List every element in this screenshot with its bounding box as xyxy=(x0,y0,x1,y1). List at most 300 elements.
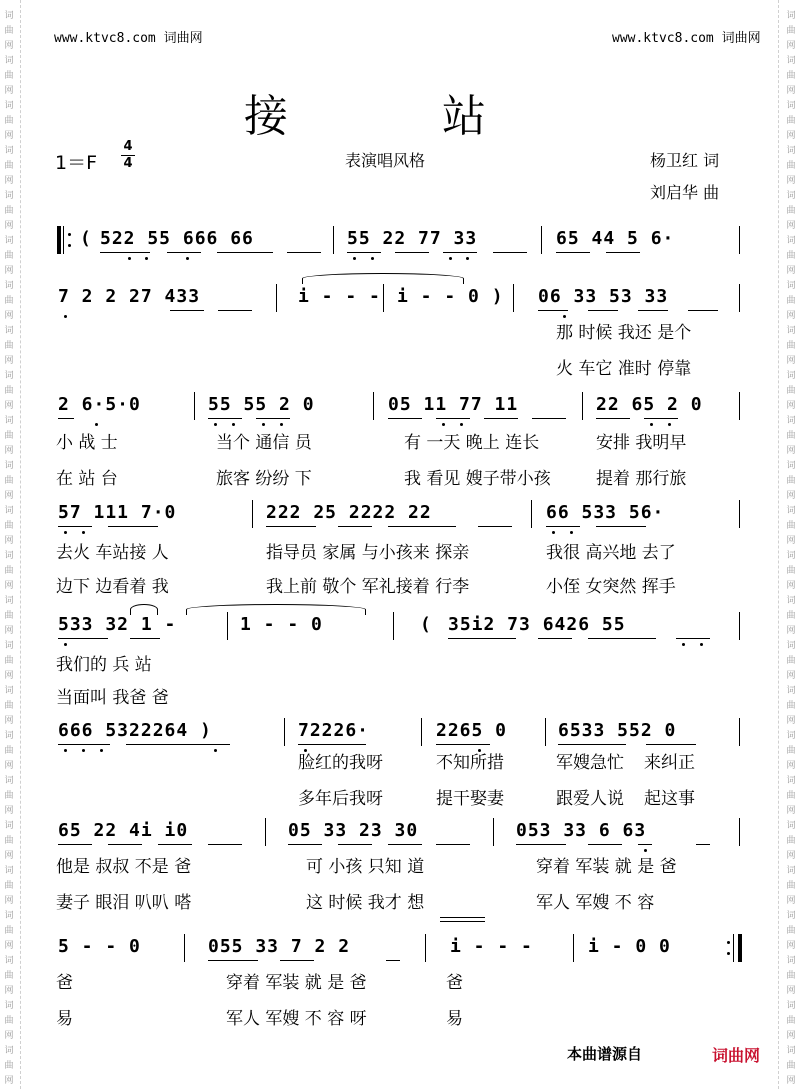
low-octave-dot xyxy=(95,423,98,426)
margin-watermark-char: 曲 xyxy=(4,746,14,756)
margin-watermark-char: 词 xyxy=(4,866,14,876)
beam-underline xyxy=(388,526,456,527)
barline xyxy=(276,284,277,312)
margin-watermark-char: 曲 xyxy=(786,476,796,486)
low-octave-dot xyxy=(64,315,67,318)
low-octave-dot xyxy=(668,423,671,426)
margin-watermark-char: 网 xyxy=(4,41,14,51)
lyric-line-1: 小 战 士 xyxy=(56,433,118,453)
margin-watermark-char: 曲 xyxy=(786,1061,796,1071)
measure-notes: 2 6·5·0 xyxy=(58,394,141,415)
beam-underline xyxy=(208,844,242,845)
barline xyxy=(739,718,740,746)
margin-watermark-char: 词 xyxy=(4,1001,14,1011)
lyric-line-1: 那 时候 我还 是个 xyxy=(556,323,692,343)
margin-watermark-char: 词 xyxy=(4,146,14,156)
measure-notes: 053 33 6 63 xyxy=(516,820,647,841)
margin-watermark-char: 词 xyxy=(4,731,14,741)
margin-watermark-char: 词 xyxy=(786,326,796,336)
margin-watermark-char: 网 xyxy=(786,761,796,771)
beam-underline xyxy=(256,418,290,419)
tie-line xyxy=(440,921,485,922)
measure-notes: 57 111 7·0 xyxy=(58,502,177,523)
lyric-line-2: 军人 军嫂 不 容 xyxy=(536,893,655,913)
margin-watermark-char: 词 xyxy=(786,641,796,651)
margin-watermark-char: 网 xyxy=(786,941,796,951)
barline xyxy=(739,284,740,312)
lyric-line-1: 我们的 兵 站 xyxy=(56,655,152,675)
barline xyxy=(573,934,574,962)
margin-watermark-char: 网 xyxy=(4,356,14,366)
beam-underline xyxy=(287,252,321,253)
margin-watermark-char: 网 xyxy=(786,896,796,906)
margin-watermark-char: 词 xyxy=(786,11,796,21)
margin-watermark-char: 词 xyxy=(786,506,796,516)
measure-notes: 72226· xyxy=(298,720,370,741)
barline xyxy=(383,284,384,312)
margin-watermark-char: 曲 xyxy=(4,971,14,981)
beam-underline xyxy=(596,526,646,527)
low-octave-dot xyxy=(570,531,573,534)
margin-watermark-char: 曲 xyxy=(4,296,14,306)
margin-watermark-char: 网 xyxy=(4,581,14,591)
low-octave-dot xyxy=(353,257,356,260)
song-title: 接 站 xyxy=(244,91,556,142)
margin-watermark-char: 网 xyxy=(786,41,796,51)
measure-notes: 222 25 2222 22 xyxy=(266,502,432,523)
beam-underline xyxy=(288,844,322,845)
margin-watermark-char: 网 xyxy=(786,1076,796,1086)
measure-notes: 1 - - 0 xyxy=(240,614,323,635)
barline xyxy=(421,718,422,746)
measure-notes: 5 - - 0 xyxy=(58,936,141,957)
beam-underline xyxy=(436,844,470,845)
barline xyxy=(582,392,583,420)
beam-underline xyxy=(388,418,422,419)
beam-underline xyxy=(443,252,477,253)
margin-watermark-char: 网 xyxy=(786,851,796,861)
source-label: 本曲谱源自 xyxy=(567,1045,643,1063)
margin-watermark-char: 曲 xyxy=(786,71,796,81)
margin-watermark-char: 词 xyxy=(786,146,796,156)
margin-watermark-char: 网 xyxy=(4,221,14,231)
lyric-line-1: 可 小孩 只知 道 xyxy=(306,857,425,877)
lyric-line-1: 有 一天 晚上 连长 xyxy=(404,433,540,453)
measure-notes: i - - - xyxy=(450,936,533,957)
margin-watermark-char: 曲 xyxy=(786,296,796,306)
beam-underline xyxy=(532,418,566,419)
margin-watermark-char: 网 xyxy=(786,491,796,501)
site-watermark-right: www.ktvc8.com 词曲网 xyxy=(612,31,761,46)
margin-watermark-char: 词 xyxy=(786,731,796,741)
margin-watermark-char: 词 xyxy=(786,551,796,561)
margin-watermark-char: 曲 xyxy=(786,971,796,981)
low-octave-dot xyxy=(214,423,217,426)
tie-line xyxy=(440,917,485,918)
brand-logo-text[interactable]: 词曲网 xyxy=(712,1046,761,1065)
margin-watermark-char: 网 xyxy=(4,626,14,636)
tie-arc xyxy=(302,273,464,284)
lyric-line-2: 边下 边看着 我 xyxy=(56,577,169,597)
measure-notes: 7 2 2 27 433 xyxy=(58,286,201,307)
lyric-line-1: 脸红的我呀 xyxy=(298,753,383,773)
site-watermark-left: www.ktvc8.com 词曲网 xyxy=(54,31,203,46)
repeat-start-barline xyxy=(57,226,61,254)
beam-underline xyxy=(170,310,204,311)
margin-watermark-char: 词 xyxy=(4,416,14,426)
margin-watermark-char: 曲 xyxy=(786,341,796,351)
margin-watermark-char: 词 xyxy=(4,551,14,561)
margin-watermark-char: 网 xyxy=(4,131,14,141)
margin-watermark-char: 网 xyxy=(786,1031,796,1041)
lyric-line-1: 我很 高兴地 去了 xyxy=(546,543,676,563)
barline xyxy=(333,226,334,254)
beam-underline xyxy=(395,252,429,253)
notation-paren: ( xyxy=(420,614,432,635)
margin-watermark-char: 曲 xyxy=(4,836,14,846)
lyric-line-1: 去火 车站接 人 xyxy=(56,543,169,563)
barline xyxy=(393,612,394,640)
margin-watermark-char: 网 xyxy=(786,356,796,366)
measure-notes: 2265 0 xyxy=(436,720,508,741)
notation-paren: ( xyxy=(80,228,92,249)
margin-watermark-char: 词 xyxy=(786,596,796,606)
low-octave-dot xyxy=(442,423,445,426)
margin-watermark-char: 曲 xyxy=(4,341,14,351)
margin-watermark-char: 词 xyxy=(786,956,796,966)
lyric-line-2: 易 xyxy=(446,1009,463,1029)
lyric-line-2: 火 车它 准时 停靠 xyxy=(556,359,692,379)
margin-watermark-char: 网 xyxy=(786,221,796,231)
lyric-line-1: 穿着 军装 就 是 爸 xyxy=(226,973,367,993)
margin-watermark-char: 网 xyxy=(786,446,796,456)
margin-watermark-char: 曲 xyxy=(4,476,14,486)
barline xyxy=(373,392,374,420)
lyric-line-2: 多年后我呀 xyxy=(298,789,383,809)
low-octave-dot xyxy=(64,531,67,534)
margin-watermark-char: 曲 xyxy=(786,836,796,846)
margin-watermark-char: 网 xyxy=(4,896,14,906)
beam-underline xyxy=(606,252,640,253)
lyric-line-1: 爸 xyxy=(446,973,463,993)
beam-underline xyxy=(338,526,372,527)
repeat-end-barline xyxy=(738,934,742,962)
lyric-line-2: 跟爱人说 xyxy=(556,789,624,809)
measure-notes: 22 65 2 0 xyxy=(596,394,703,415)
composer-credit: 刘启华 曲 xyxy=(650,183,720,202)
barline xyxy=(739,500,740,528)
repeat-dot xyxy=(727,952,730,955)
margin-watermark-char: 网 xyxy=(4,311,14,321)
margin-watermark-char: 词 xyxy=(786,1001,796,1011)
beam-underline xyxy=(388,844,422,845)
margin-watermark-char: 曲 xyxy=(4,386,14,396)
beam-underline xyxy=(556,252,590,253)
margin-watermark-char: 词 xyxy=(4,56,14,66)
margin-watermark-char: 曲 xyxy=(786,701,796,711)
margin-watermark-char: 词 xyxy=(786,1046,796,1056)
barline xyxy=(545,718,546,746)
beam-underline xyxy=(217,252,273,253)
barline xyxy=(739,612,740,640)
barline xyxy=(541,226,542,254)
margin-watermark-char: 网 xyxy=(4,941,14,951)
margin-watermark-char: 曲 xyxy=(786,206,796,216)
margin-watermark-char: 曲 xyxy=(4,206,14,216)
beam-underline xyxy=(646,744,696,745)
barline xyxy=(252,500,253,528)
beam-underline xyxy=(588,638,656,639)
measure-notes: 55 55 2 0 xyxy=(208,394,315,415)
beam-underline xyxy=(644,418,678,419)
lyric-line-1: 爸 xyxy=(56,973,73,993)
margin-watermark-char: 网 xyxy=(4,1076,14,1086)
margin-watermark-char: 曲 xyxy=(786,521,796,531)
slur-arc xyxy=(130,604,158,615)
repeat-dot xyxy=(68,233,71,236)
margin-watermark-char: 曲 xyxy=(786,746,796,756)
margin-watermark-char: 曲 xyxy=(786,26,796,36)
lyric-line-1: 他是 叔叔 不是 爸 xyxy=(56,857,192,877)
barline xyxy=(284,718,285,746)
margin-watermark-char: 曲 xyxy=(4,431,14,441)
right-margin-rule xyxy=(778,0,779,1089)
low-octave-dot xyxy=(700,643,703,646)
beam-underline xyxy=(108,844,142,845)
margin-watermark-char: 网 xyxy=(4,401,14,411)
measure-notes: 05 33 23 30 xyxy=(288,820,419,841)
low-octave-dot xyxy=(371,257,374,260)
beam-underline xyxy=(208,960,258,961)
beam-underline xyxy=(126,744,230,745)
margin-watermark-char: 网 xyxy=(4,491,14,501)
beam-underline xyxy=(484,418,518,419)
margin-watermark-char: 曲 xyxy=(4,926,14,936)
margin-watermark-char: 词 xyxy=(786,416,796,426)
barline xyxy=(493,818,494,846)
beam-underline xyxy=(448,638,516,639)
margin-watermark-char: 网 xyxy=(786,671,796,681)
margin-watermark-char: 词 xyxy=(4,776,14,786)
barline xyxy=(739,226,740,254)
beam-underline xyxy=(58,638,108,639)
beam-underline xyxy=(638,310,668,311)
measure-notes: 66 533 56· xyxy=(546,502,665,523)
beam-underline xyxy=(676,638,710,639)
margin-watermark-char: 曲 xyxy=(786,791,796,801)
margin-watermark-char: 曲 xyxy=(4,791,14,801)
barline xyxy=(194,392,195,420)
margin-watermark-char: 曲 xyxy=(4,71,14,81)
margin-watermark-char: 曲 xyxy=(786,611,796,621)
margin-watermark-char: 网 xyxy=(4,761,14,771)
beam-underline xyxy=(436,418,470,419)
beam-underline xyxy=(588,844,622,845)
low-octave-dot xyxy=(460,423,463,426)
lyric-line-2: 旅客 纷纷 下 xyxy=(216,469,312,489)
margin-watermark-char: 词 xyxy=(786,371,796,381)
margin-watermark-char: 网 xyxy=(786,131,796,141)
lyricist-credit: 杨卫红 词 xyxy=(650,151,720,170)
tie-arc xyxy=(186,604,366,615)
margin-watermark-char: 词 xyxy=(4,641,14,651)
low-octave-dot xyxy=(682,643,685,646)
lyric-line-2: 当面叫 我爸 爸 xyxy=(56,688,169,708)
measure-notes: i - 0 0 xyxy=(588,936,671,957)
low-octave-dot xyxy=(186,257,189,260)
margin-watermark-char: 网 xyxy=(786,626,796,636)
low-octave-dot xyxy=(100,749,103,752)
beam-underline xyxy=(108,526,158,527)
margin-watermark-char: 词 xyxy=(4,821,14,831)
measure-notes: 533 32 1 - xyxy=(58,614,177,635)
margin-watermark-char: 词 xyxy=(4,101,14,111)
beam-underline xyxy=(58,744,110,745)
measure-notes: 65 44 5 6· xyxy=(556,228,675,249)
beam-underline xyxy=(436,744,490,745)
lyric-line-2: 小侄 女突然 挥手 xyxy=(546,577,676,597)
margin-watermark-char: 网 xyxy=(4,986,14,996)
margin-watermark-char: 词 xyxy=(4,191,14,201)
beam-underline xyxy=(546,526,580,527)
barline xyxy=(425,934,426,962)
margin-watermark-char: 网 xyxy=(4,536,14,546)
beam-underline xyxy=(478,526,512,527)
beam-underline xyxy=(538,310,568,311)
margin-watermark-char: 词 xyxy=(786,866,796,876)
lyric-line-1: 当个 通信 员 xyxy=(216,433,312,453)
measure-notes: 6533 552 0 xyxy=(558,720,677,741)
beam-underline xyxy=(266,526,316,527)
low-octave-dot xyxy=(262,423,265,426)
margin-watermark-char: 网 xyxy=(786,806,796,816)
margin-watermark-char: 曲 xyxy=(786,926,796,936)
margin-watermark-char: 网 xyxy=(786,716,796,726)
low-octave-dot xyxy=(82,531,85,534)
margin-watermark-char: 网 xyxy=(786,176,796,186)
margin-watermark-char: 词 xyxy=(786,461,796,471)
barline xyxy=(184,934,185,962)
low-octave-dot xyxy=(650,423,653,426)
margin-watermark-char: 网 xyxy=(786,986,796,996)
lyric-line-2: 我上前 敬个 军礼接着 行李 xyxy=(266,577,470,597)
repeat-end-barline-thin xyxy=(733,934,734,962)
lyric-line-2: 妻子 眼泪 叭叭 嗒 xyxy=(56,893,192,913)
margin-watermark-char: 词 xyxy=(4,911,14,921)
margin-watermark-char: 曲 xyxy=(4,116,14,126)
margin-watermark-char: 词 xyxy=(786,911,796,921)
margin-watermark-char: 词 xyxy=(4,461,14,471)
left-margin-rule xyxy=(20,0,21,1089)
margin-watermark-char: 词 xyxy=(4,326,14,336)
barline xyxy=(513,284,514,312)
beam-underline xyxy=(58,844,92,845)
margin-watermark-char: 曲 xyxy=(4,656,14,666)
margin-watermark-char: 词 xyxy=(4,1046,14,1056)
beam-underline xyxy=(638,844,652,845)
margin-watermark-char: 网 xyxy=(786,581,796,591)
lyric-line-2: 在 站 台 xyxy=(56,469,118,489)
margin-watermark-char: 词 xyxy=(4,11,14,21)
margin-watermark-char: 曲 xyxy=(4,1016,14,1026)
margin-watermark-char: 曲 xyxy=(4,521,14,531)
margin-watermark-char: 曲 xyxy=(4,881,14,891)
margin-watermark-char: 网 xyxy=(4,716,14,726)
margin-watermark-char: 曲 xyxy=(786,431,796,441)
margin-watermark-char: 词 xyxy=(4,281,14,291)
beam-underline xyxy=(347,252,381,253)
low-octave-dot xyxy=(64,749,67,752)
margin-watermark-char: 网 xyxy=(4,446,14,456)
lyric-line-1: 军嫂急忙 xyxy=(556,753,624,773)
key-signature: 1＝F xyxy=(55,152,98,174)
barline xyxy=(739,392,740,420)
margin-watermark-char: 网 xyxy=(786,86,796,96)
left-margin-watermark xyxy=(0,0,18,1089)
low-octave-dot xyxy=(449,257,452,260)
margin-watermark-char: 词 xyxy=(786,236,796,246)
margin-watermark-char: 词 xyxy=(4,596,14,606)
repeat-dot xyxy=(68,244,71,247)
low-octave-dot xyxy=(214,749,217,752)
margin-watermark-char: 曲 xyxy=(4,566,14,576)
margin-watermark-char: 网 xyxy=(4,86,14,96)
beam-underline xyxy=(338,844,372,845)
margin-watermark-char: 曲 xyxy=(786,161,796,171)
time-signature: 4 4 xyxy=(121,140,135,171)
lyric-line-1: 安排 我明早 xyxy=(596,433,687,453)
measure-notes: 666 5322264 ) xyxy=(58,720,212,741)
measure-notes: 06 33 53 33 xyxy=(538,286,669,307)
lyric-line-2: 这 时候 我才 想 xyxy=(306,893,425,913)
margin-watermark-char: 词 xyxy=(786,56,796,66)
low-octave-dot xyxy=(552,531,555,534)
margin-watermark-char: 曲 xyxy=(786,881,796,891)
margin-watermark-char: 词 xyxy=(786,686,796,696)
margin-watermark-char: 曲 xyxy=(4,611,14,621)
margin-watermark-char: 词 xyxy=(4,371,14,381)
beam-underline xyxy=(386,960,400,961)
lyric-line-2: 起这事 xyxy=(644,789,695,809)
low-octave-dot xyxy=(280,423,283,426)
margin-watermark-char: 曲 xyxy=(4,1061,14,1071)
beam-underline xyxy=(58,526,92,527)
measure-notes: 05 11 77 11 xyxy=(388,394,519,415)
low-octave-dot xyxy=(82,749,85,752)
margin-watermark-char: 网 xyxy=(4,851,14,861)
margin-watermark-char: 曲 xyxy=(786,1016,796,1026)
measure-notes: i - - 0 ) xyxy=(397,286,504,307)
beam-underline xyxy=(558,744,626,745)
margin-watermark-char: 网 xyxy=(4,176,14,186)
performance-style: 表演唱风格 xyxy=(345,151,426,170)
low-octave-dot xyxy=(466,257,469,260)
repeat-dot xyxy=(727,941,730,944)
beam-underline xyxy=(493,252,527,253)
margin-watermark-char: 曲 xyxy=(786,656,796,666)
lyric-line-2: 易 xyxy=(56,1009,73,1029)
margin-watermark-char: 曲 xyxy=(786,251,796,261)
lyric-line-2: 我 看见 嫂子带小孩 xyxy=(404,469,551,489)
low-octave-dot xyxy=(232,423,235,426)
beam-underline xyxy=(158,844,192,845)
low-octave-dot xyxy=(145,257,148,260)
margin-watermark-char: 曲 xyxy=(4,251,14,261)
measure-notes: 55 22 77 33 xyxy=(347,228,478,249)
beam-underline xyxy=(516,844,566,845)
beam-underline xyxy=(280,960,314,961)
measure-notes: 522 55 666 66 xyxy=(100,228,254,249)
